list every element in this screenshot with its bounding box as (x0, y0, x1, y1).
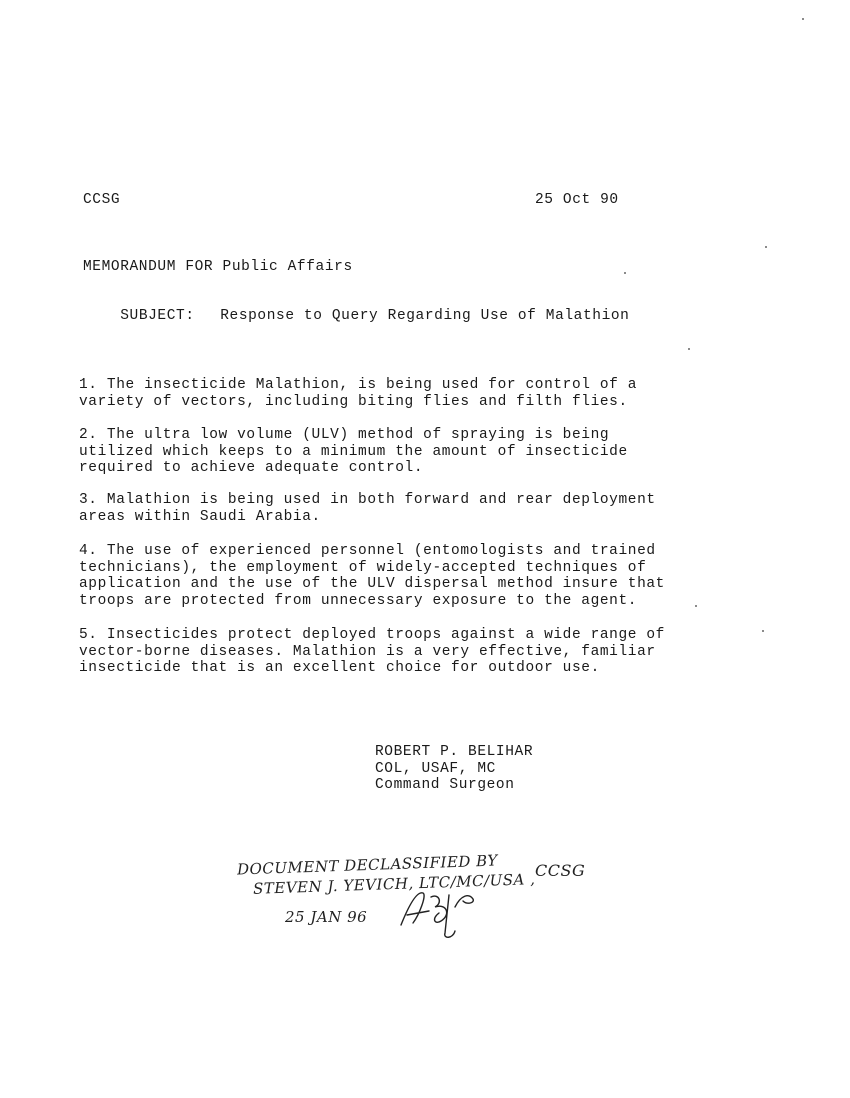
scan-speck (688, 348, 690, 350)
declassification-office: CCSG (535, 861, 586, 880)
handwritten-initials-icon (395, 885, 485, 940)
declassification-date: 25 JAN 96 (285, 908, 368, 926)
signer-title: Command Surgeon (375, 777, 515, 793)
subject-label: SUBJECT: (120, 308, 195, 324)
signature-block (375, 744, 533, 794)
signer-name: ROBERT P. BELIHAR (375, 744, 534, 760)
paragraph-2: 2. The ultra low volume (ULV) method of spraying is being utilized which keeps to a minimum the amount of insecticide required to achieve adequate control. (79, 427, 628, 476)
scan-speck (762, 630, 764, 632)
paragraph-3: 3. Malathion is being used in both forward and rear deployment areas within Saudi Arabia. (79, 492, 656, 525)
paragraph-4: 4. The use of experienced personnel (entomologists and trained technicians), the employment of widely-accepted techniques of application and the use of the ULV dispersal method insure that troops are protected from unnecessary exposure to the agent. (79, 543, 665, 609)
scan-speck (624, 272, 626, 274)
subject-line (83, 292, 629, 340)
scan-speck (765, 246, 767, 248)
signer-rank: COL, USAF, MC (375, 760, 496, 777)
paragraph-5: 5. Insecticides protect deployed troops against a wide range of vector-borne diseases. Malathion is a very effective, familiar insecticide that is an excellent choice for outdoor use. (79, 627, 665, 676)
memo-date: 25 Oct 90 (535, 192, 619, 208)
scan-speck (695, 605, 697, 607)
declassification-line-2: STEVEN J. YEVICH, LTC/MC/USA , (252, 870, 536, 898)
subject-text: Response to Query Regarding Use of Malathion (220, 308, 630, 324)
office-symbol: CCSG (83, 192, 121, 208)
memorandum-for-line: MEMORANDUM FOR Public Affairs (83, 259, 353, 275)
scan-speck (802, 18, 804, 20)
paragraph-1: 1. The insecticide Malathion, is being used for control of a variety of vectors, including biting flies and filth flies. (79, 377, 638, 410)
declassification-line-1: DOCUMENT DECLASSIFIED BY (236, 851, 499, 879)
